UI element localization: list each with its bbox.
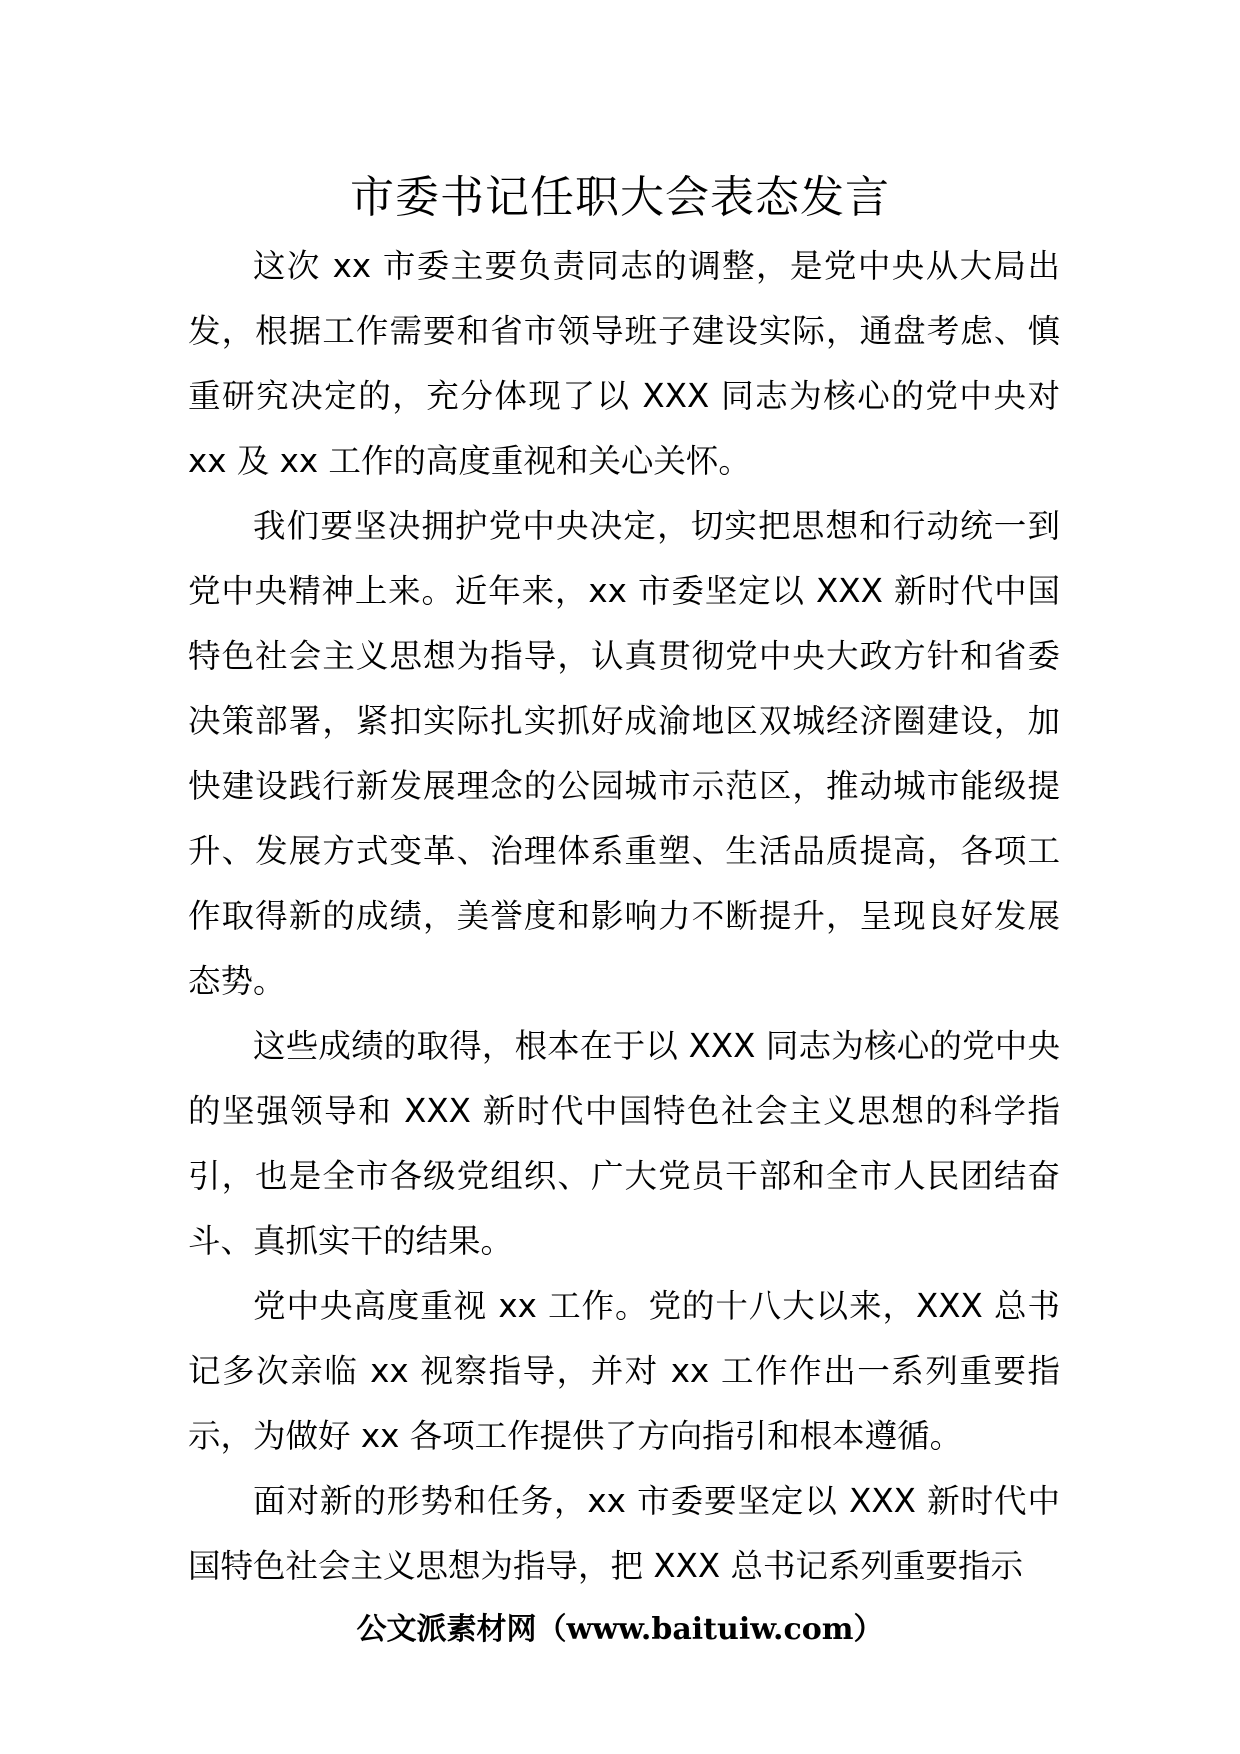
- source-watermark-footer: 公文派素材网（www.baituiw.com）: [356, 1612, 884, 1647]
- document-body: [188, 234, 1060, 1599]
- paragraph-1: 这次 xx 市委主要负责同志的调整，是党中央从大局出发，根据工作需要和省市领导班子建设实际，通盘考虑、慎重研究决定的，充分体现了以 XXX 同志为核心的党中央对 xx 及 xx 工作的高度重视和关心关怀。: [188, 247, 1060, 480]
- paragraph-4: 党中央高度重视 xx 工作。党的十八大以来，XXX 总书记多次亲临 xx 视察指导，并对 xx 工作作出一系列重要指示，为做好 xx 各项工作提供了方向指引和根本遵循。: [188, 1287, 1060, 1455]
- document-title: 市委书记任职大会表态发言: [350, 172, 890, 223]
- paragraph-2: 我们要坚决拥护党中央决定，切实把思想和行动统一到党中央精神上来。近年来，xx 市委坚定以 XXX 新时代中国特色社会主义思想为指导，认真贯彻党中央大政方针和省委决策部署，紧扣实际扎实抓好成渝地区双城经济圈建设，加快建设践行新发展理念的公园城市示范区，推动城市能级提升、发展方式变革、治理体系重塑、生活品质提高，各项工作取得新的成绩，美誉度和影响力不断提升，呈现良好发展态势。: [188, 507, 1060, 1000]
- paragraph-5: 面对新的形势和任务，xx 市委要坚定以 XXX 新时代中国特色社会主义思想为指导，把 XXX 总书记系列重要指示: [188, 1482, 1060, 1585]
- paragraph-3: 这些成绩的取得，根本在于以 XXX 同志为核心的党中央的坚强领导和 XXX 新时代中国特色社会主义思想的科学指引，也是全市各级党组织、广大党员干部和全市人民团结奋斗、真抓实干的结果。: [188, 1027, 1060, 1260]
